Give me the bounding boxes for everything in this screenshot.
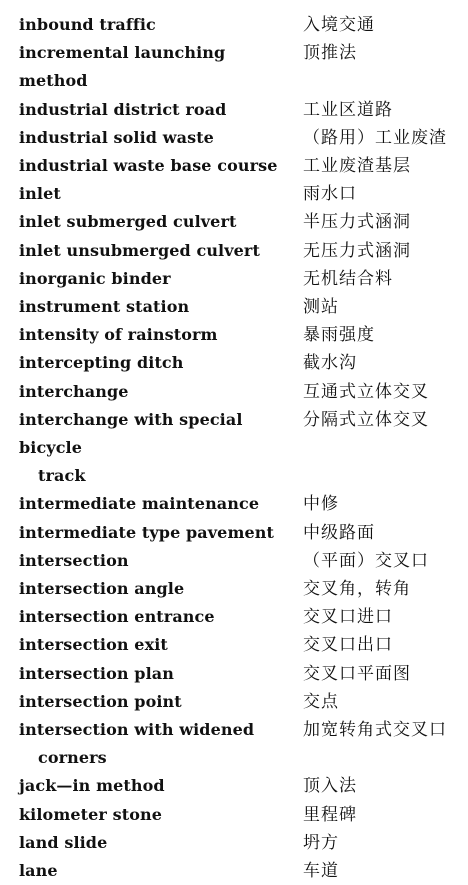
entry-translation: 无压力式涵洞: [303, 240, 411, 261]
entry-term: instrument station: [19, 297, 190, 317]
glossary-entry: [0, 265, 468, 293]
entry-term: industrial district road: [19, 99, 227, 119]
entry-translation: 坍方: [303, 832, 339, 853]
glossary-entry: [0, 96, 468, 124]
glossary-entry: [0, 152, 468, 180]
entry-term: intersection entrance: [19, 607, 215, 627]
entry-term: jack—in method: [19, 776, 165, 796]
glossary-list: [0, 11, 468, 885]
entry-translation: （平面）交叉口: [303, 550, 429, 571]
entry-term: inlet: [19, 184, 61, 204]
entry-term-continuation: corners: [38, 748, 107, 768]
glossary-entry: [0, 801, 468, 829]
entry-translation: 无机结合料: [303, 268, 393, 289]
entry-term-line: interchange with special bicycle: [19, 409, 243, 458]
glossary-entry: [0, 490, 468, 518]
glossary-entry: [0, 631, 468, 659]
glossary-entry: [0, 519, 468, 547]
entry-term-line: intersection with widened: [19, 720, 255, 740]
entry-term: intersection plan: [19, 663, 174, 683]
entry-translation: 半压力式涵洞: [303, 212, 411, 233]
entry-translation: 加宽转角式交叉口: [303, 720, 447, 741]
glossary-entry: [0, 406, 468, 491]
entry-translation: 交叉角，转角: [303, 579, 411, 600]
entry-translation: 顶推法: [303, 43, 357, 64]
glossary-entry: [0, 39, 468, 95]
entry-translation: 工业区道路: [303, 99, 393, 120]
entry-translation: 交叉口平面图: [303, 663, 411, 684]
entry-term: kilometer stone: [19, 804, 162, 824]
entry-term: intermediate type pavement: [19, 522, 274, 542]
glossary-entry: [0, 208, 468, 236]
entry-translation: 交点: [303, 691, 339, 712]
entry-term: industrial waste base course: [19, 156, 278, 176]
entry-term: intersection angle: [19, 579, 185, 599]
entry-term: industrial solid waste: [19, 127, 214, 147]
glossary-entry: [0, 603, 468, 631]
entry-translation: 顶入法: [303, 776, 357, 797]
entry-term: [0, 716, 286, 772]
entry-translation: 中修: [303, 494, 339, 515]
entry-term: intermediate maintenance: [19, 494, 260, 514]
glossary-entry: [0, 688, 468, 716]
glossary-entry: [0, 180, 468, 208]
entry-term: lane: [19, 861, 58, 881]
glossary-entry: [0, 349, 468, 377]
glossary-entry: [0, 11, 468, 39]
entry-translation: 工业废渣基层: [303, 156, 411, 177]
entry-term: intersection point: [19, 691, 182, 711]
entry-term: land slide: [19, 832, 108, 852]
entry-term: intensity of rainstorm: [19, 325, 218, 345]
glossary-entry: [0, 293, 468, 321]
entry-term: inlet submerged culvert: [19, 212, 237, 232]
glossary-entry: [0, 772, 468, 800]
entry-term: interchange: [19, 381, 129, 401]
entry-translation: 里程碑: [303, 804, 357, 825]
entry-term: inlet unsubmerged culvert: [19, 240, 260, 260]
glossary-entry: [0, 716, 468, 772]
entry-term: intercepting ditch: [19, 353, 184, 373]
entry-translation: 交叉口进口: [303, 607, 393, 628]
entry-translation: （路用）工业废渣: [303, 127, 447, 148]
entry-translation: 互通式立体交叉: [303, 381, 429, 402]
glossary-entry: [0, 575, 468, 603]
entry-translation: 雨水口: [303, 184, 357, 205]
entry-term: intersection exit: [19, 635, 168, 655]
glossary-entry: [0, 547, 468, 575]
entry-translation: 分隔式立体交叉: [303, 409, 429, 430]
entry-term-continuation: track: [38, 466, 86, 486]
entry-term: incremental launching method: [19, 43, 226, 91]
glossary-entry: [0, 660, 468, 688]
glossary-entry: [0, 321, 468, 349]
entry-term: intersection: [19, 550, 129, 570]
entry-translation: 测站: [303, 297, 339, 318]
entry-translation: 入境交通: [303, 15, 375, 35]
entry-translation: 交叉口出口: [303, 635, 393, 656]
entry-term: inorganic binder: [19, 268, 171, 288]
glossary-entry: [0, 857, 468, 885]
entry-translation: 暴雨强度: [303, 325, 375, 346]
entry-translation: 截水沟: [303, 353, 357, 374]
glossary-entry: [0, 378, 468, 406]
glossary-entry: [0, 124, 468, 152]
entry-translation: 车道: [303, 861, 339, 882]
entry-term: [0, 406, 286, 491]
glossary-entry: [0, 237, 468, 265]
entry-term: inbound traffic: [19, 15, 156, 34]
entry-translation: 中级路面: [303, 522, 375, 543]
